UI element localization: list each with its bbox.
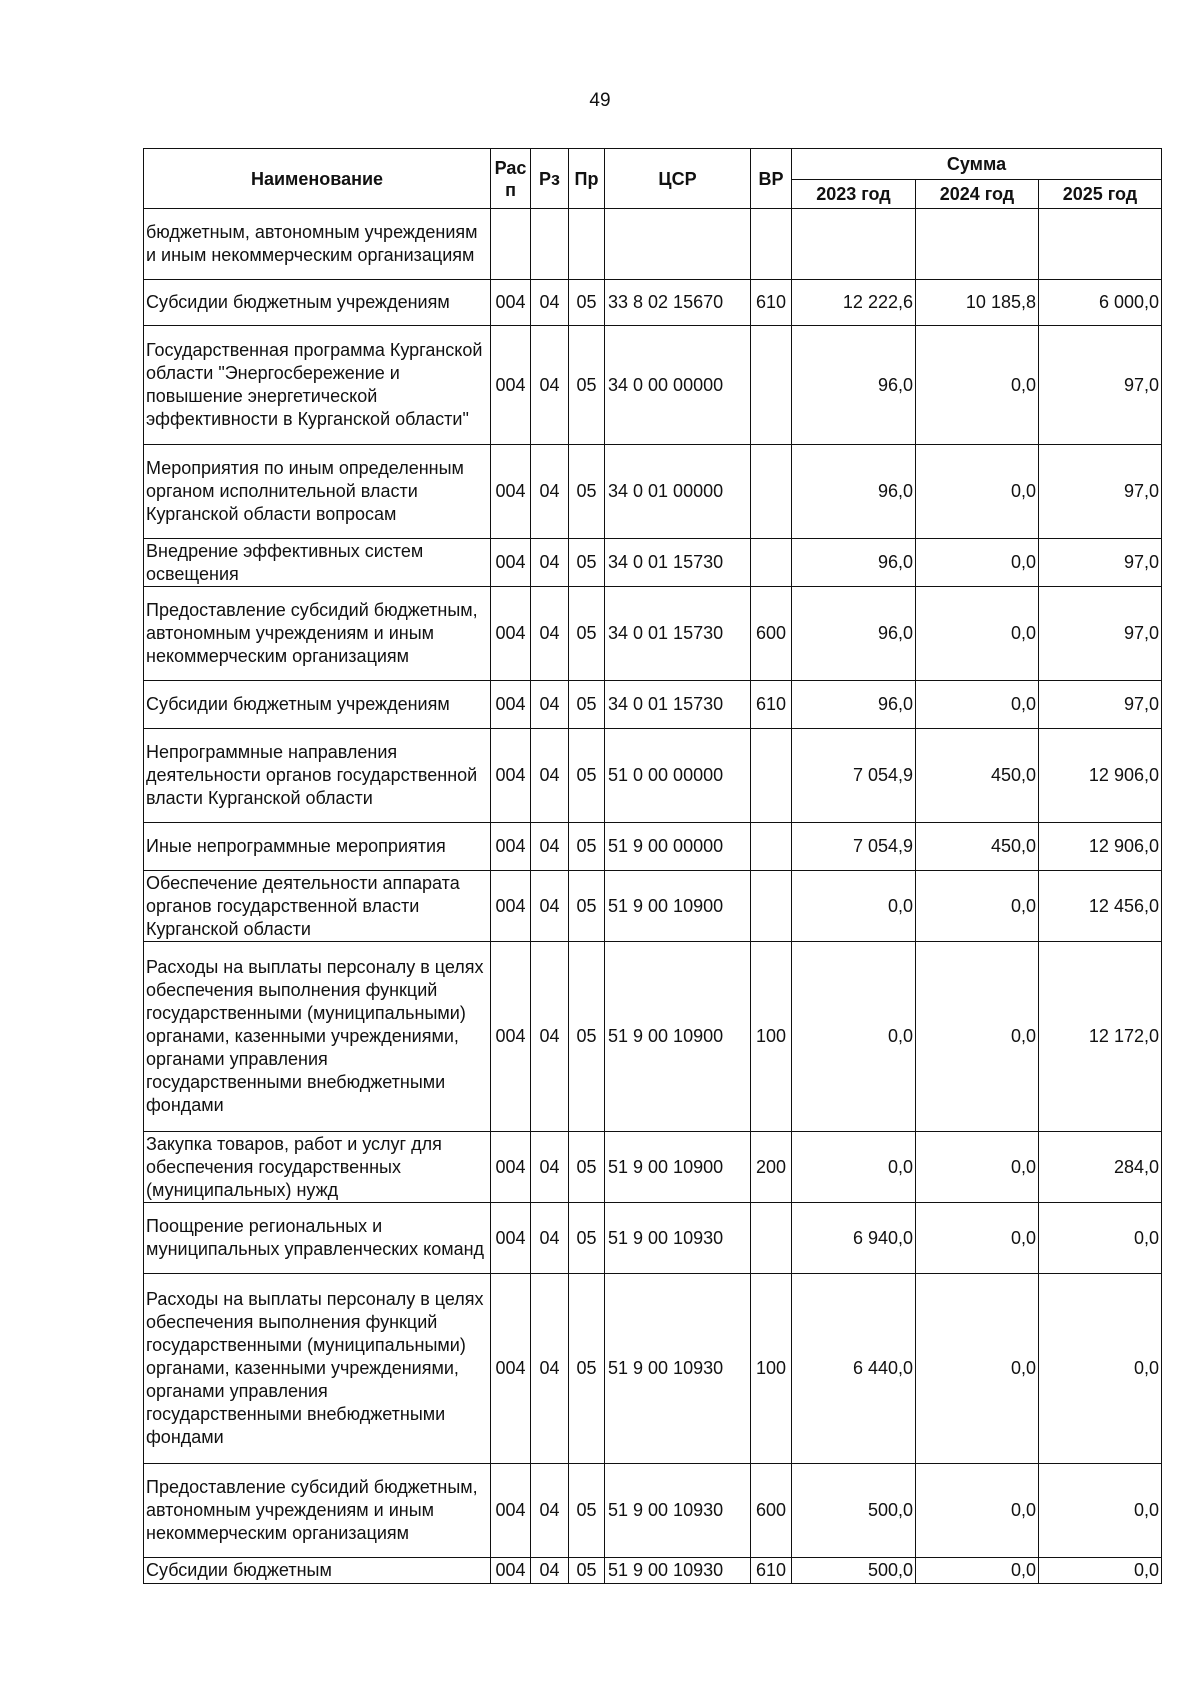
csr-cell: 51 9 00 10930 bbox=[605, 1203, 751, 1274]
amount-2025-cell: 97,0 bbox=[1039, 445, 1162, 539]
table-row bbox=[144, 1203, 1162, 1274]
rz-cell: 04 bbox=[531, 1464, 569, 1558]
header-name: Наименование bbox=[144, 149, 491, 209]
pr-cell: 05 bbox=[569, 729, 605, 823]
rasp-cell: 004 bbox=[491, 326, 531, 445]
amount-2025-cell: 0,0 bbox=[1039, 1203, 1162, 1274]
rz-cell: 04 bbox=[531, 1274, 569, 1464]
amount-2024-cell: 0,0 bbox=[916, 1132, 1039, 1203]
csr-cell bbox=[605, 209, 751, 280]
rasp-cell: 004 bbox=[491, 1464, 531, 1558]
table-row bbox=[144, 942, 1162, 1132]
vr-cell bbox=[751, 209, 792, 280]
amount-2024-cell: 0,0 bbox=[916, 587, 1039, 681]
rz-cell: 04 bbox=[531, 587, 569, 681]
rasp-cell: 004 bbox=[491, 871, 531, 942]
amount-2024-cell: 0,0 bbox=[916, 1558, 1039, 1584]
rasp-cell: 004 bbox=[491, 942, 531, 1132]
header-vr: ВР bbox=[751, 149, 792, 209]
csr-cell: 51 0 00 00000 bbox=[605, 729, 751, 823]
table-row bbox=[144, 209, 1162, 280]
table-row bbox=[144, 280, 1162, 326]
vr-cell bbox=[751, 871, 792, 942]
table-row bbox=[144, 539, 1162, 587]
vr-cell: 610 bbox=[751, 681, 792, 729]
amount-2025-cell: 12 456,0 bbox=[1039, 871, 1162, 942]
rz-cell bbox=[531, 209, 569, 280]
rz-cell: 04 bbox=[531, 326, 569, 445]
csr-cell: 51 9 00 00000 bbox=[605, 823, 751, 871]
amount-2025-cell: 97,0 bbox=[1039, 326, 1162, 445]
amount-2025-cell: 12 172,0 bbox=[1039, 942, 1162, 1132]
table-row bbox=[144, 681, 1162, 729]
pr-cell: 05 bbox=[569, 587, 605, 681]
amount-2025-cell: 97,0 bbox=[1039, 681, 1162, 729]
vr-cell bbox=[751, 729, 792, 823]
amount-2024-cell: 450,0 bbox=[916, 823, 1039, 871]
budget-table bbox=[143, 148, 1162, 1584]
rz-cell: 04 bbox=[531, 539, 569, 587]
amount-2024-cell: 0,0 bbox=[916, 942, 1039, 1132]
rasp-cell: 004 bbox=[491, 1558, 531, 1584]
amount-2023-cell: 500,0 bbox=[792, 1464, 916, 1558]
amount-2023-cell: 96,0 bbox=[792, 445, 916, 539]
vr-cell: 100 bbox=[751, 942, 792, 1132]
amount-2025-cell: 0,0 bbox=[1039, 1274, 1162, 1464]
csr-cell: 34 0 01 15730 bbox=[605, 539, 751, 587]
table-row bbox=[144, 1132, 1162, 1203]
amount-2025-cell bbox=[1039, 209, 1162, 280]
amount-2023-cell: 96,0 bbox=[792, 587, 916, 681]
amount-2023-cell: 0,0 bbox=[792, 871, 916, 942]
header-csr: ЦСР bbox=[605, 149, 751, 209]
table-row bbox=[144, 1464, 1162, 1558]
name-cell: Субсидии бюджетным bbox=[144, 1558, 491, 1584]
table-row bbox=[144, 871, 1162, 942]
amount-2025-cell: 97,0 bbox=[1039, 587, 1162, 681]
name-cell: Расходы на выплаты персоналу в целях обеспечения выполнения функций государственными (муниципальными) органами, казенными учреждениями, органами управления государственными внебюджетными фондами bbox=[144, 1274, 491, 1464]
name-cell: Государственная программа Курганской области "Энергосбережение и повышение энергетической эффективности в Курганской области" bbox=[144, 326, 491, 445]
name-cell: Внедрение эффективных систем освещения bbox=[144, 539, 491, 587]
table-row bbox=[144, 729, 1162, 823]
vr-cell bbox=[751, 539, 792, 587]
vr-cell: 610 bbox=[751, 280, 792, 326]
rz-cell: 04 bbox=[531, 280, 569, 326]
amount-2023-cell: 7 054,9 bbox=[792, 729, 916, 823]
rz-cell: 04 bbox=[531, 1203, 569, 1274]
vr-cell bbox=[751, 445, 792, 539]
pr-cell: 05 bbox=[569, 1132, 605, 1203]
vr-cell: 600 bbox=[751, 1464, 792, 1558]
amount-2023-cell: 96,0 bbox=[792, 681, 916, 729]
rz-cell: 04 bbox=[531, 942, 569, 1132]
amount-2023-cell: 7 054,9 bbox=[792, 823, 916, 871]
rasp-cell: 004 bbox=[491, 1274, 531, 1464]
csr-cell: 51 9 00 10900 bbox=[605, 871, 751, 942]
header-2024: 2024 год bbox=[916, 180, 1039, 209]
csr-cell: 51 9 00 10930 bbox=[605, 1558, 751, 1584]
rz-cell: 04 bbox=[531, 823, 569, 871]
amount-2024-cell: 0,0 bbox=[916, 1274, 1039, 1464]
vr-cell: 200 bbox=[751, 1132, 792, 1203]
pr-cell: 05 bbox=[569, 871, 605, 942]
vr-cell: 100 bbox=[751, 1274, 792, 1464]
rasp-cell: 004 bbox=[491, 539, 531, 587]
rasp-cell: 004 bbox=[491, 1132, 531, 1203]
header-pr: Пр bbox=[569, 149, 605, 209]
vr-cell: 600 bbox=[751, 587, 792, 681]
rz-cell: 04 bbox=[531, 445, 569, 539]
csr-cell: 34 0 00 00000 bbox=[605, 326, 751, 445]
rasp-cell: 004 bbox=[491, 729, 531, 823]
rasp-cell bbox=[491, 209, 531, 280]
table-row bbox=[144, 587, 1162, 681]
amount-2023-cell: 0,0 bbox=[792, 1132, 916, 1203]
csr-cell: 34 0 01 15730 bbox=[605, 587, 751, 681]
header-rz: Рз bbox=[531, 149, 569, 209]
amount-2025-cell: 12 906,0 bbox=[1039, 823, 1162, 871]
csr-cell: 51 9 00 10930 bbox=[605, 1464, 751, 1558]
table-row bbox=[144, 1558, 1162, 1584]
name-cell: Обеспечение деятельности аппарата органов государственной власти Курганской области bbox=[144, 871, 491, 942]
name-cell: Субсидии бюджетным учреждениям bbox=[144, 280, 491, 326]
amount-2023-cell: 6 940,0 bbox=[792, 1203, 916, 1274]
rasp-cell: 004 bbox=[491, 1203, 531, 1274]
amount-2023-cell: 6 440,0 bbox=[792, 1274, 916, 1464]
amount-2024-cell: 0,0 bbox=[916, 871, 1039, 942]
pr-cell: 05 bbox=[569, 942, 605, 1132]
name-cell: Мероприятия по иным определенным органом исполнительной власти Курганской области вопросам bbox=[144, 445, 491, 539]
amount-2024-cell: 0,0 bbox=[916, 326, 1039, 445]
rasp-cell: 004 bbox=[491, 587, 531, 681]
pr-cell: 05 bbox=[569, 1464, 605, 1558]
rasp-cell: 004 bbox=[491, 823, 531, 871]
pr-cell: 05 bbox=[569, 1274, 605, 1464]
amount-2023-cell: 96,0 bbox=[792, 539, 916, 587]
table-header-row bbox=[144, 149, 1162, 180]
amount-2024-cell: 0,0 bbox=[916, 1203, 1039, 1274]
pr-cell: 05 bbox=[569, 326, 605, 445]
amount-2025-cell: 97,0 bbox=[1039, 539, 1162, 587]
amount-2024-cell: 450,0 bbox=[916, 729, 1039, 823]
csr-cell: 33 8 02 15670 bbox=[605, 280, 751, 326]
header-2025: 2025 год bbox=[1039, 180, 1162, 209]
amount-2023-cell: 500,0 bbox=[792, 1558, 916, 1584]
amount-2024-cell: 0,0 bbox=[916, 1464, 1039, 1558]
table-row bbox=[144, 326, 1162, 445]
csr-cell: 51 9 00 10930 bbox=[605, 1274, 751, 1464]
name-cell: Субсидии бюджетным учреждениям bbox=[144, 681, 491, 729]
rz-cell: 04 bbox=[531, 681, 569, 729]
amount-2025-cell: 12 906,0 bbox=[1039, 729, 1162, 823]
pr-cell: 05 bbox=[569, 280, 605, 326]
vr-cell: 610 bbox=[751, 1558, 792, 1584]
name-cell: Предоставление субсидий бюджетным, автономным учреждениям и иным некоммерческим организациям bbox=[144, 1464, 491, 1558]
vr-cell bbox=[751, 823, 792, 871]
pr-cell: 05 bbox=[569, 823, 605, 871]
name-cell: Расходы на выплаты персоналу в целях обеспечения выполнения функций государственными (муниципальными) органами, казенными учреждениями, органами управления государственными внебюджетными фондами bbox=[144, 942, 491, 1132]
table-body bbox=[144, 209, 1162, 1584]
amount-2024-cell: 0,0 bbox=[916, 445, 1039, 539]
pr-cell: 05 bbox=[569, 681, 605, 729]
amount-2025-cell: 6 000,0 bbox=[1039, 280, 1162, 326]
rasp-cell: 004 bbox=[491, 681, 531, 729]
header-2023: 2023 год bbox=[792, 180, 916, 209]
amount-2023-cell bbox=[792, 209, 916, 280]
rz-cell: 04 bbox=[531, 871, 569, 942]
csr-cell: 34 0 01 00000 bbox=[605, 445, 751, 539]
amount-2023-cell: 0,0 bbox=[792, 942, 916, 1132]
rz-cell: 04 bbox=[531, 1132, 569, 1203]
name-cell: Предоставление субсидий бюджетным, автономным учреждениям и иным некоммерческим организациям bbox=[144, 587, 491, 681]
pr-cell: 05 bbox=[569, 539, 605, 587]
csr-cell: 51 9 00 10900 bbox=[605, 1132, 751, 1203]
rasp-cell: 004 bbox=[491, 445, 531, 539]
amount-2023-cell: 12 222,6 bbox=[792, 280, 916, 326]
amount-2025-cell: 0,0 bbox=[1039, 1464, 1162, 1558]
page-number: 49 bbox=[589, 90, 611, 111]
table-row bbox=[144, 823, 1162, 871]
vr-cell bbox=[751, 1203, 792, 1274]
table-row bbox=[144, 1274, 1162, 1464]
name-cell: бюджетным, автономным учреждениям и иным некоммерческим организациям bbox=[144, 209, 491, 280]
name-cell: Закупка товаров, работ и услуг для обеспечения государственных (муниципальных) нужд bbox=[144, 1132, 491, 1203]
vr-cell bbox=[751, 326, 792, 445]
amount-2025-cell: 284,0 bbox=[1039, 1132, 1162, 1203]
name-cell: Иные непрограммные мероприятия bbox=[144, 823, 491, 871]
pr-cell: 05 bbox=[569, 1203, 605, 1274]
pr-cell: 05 bbox=[569, 1558, 605, 1584]
amount-2024-cell: 0,0 bbox=[916, 539, 1039, 587]
csr-cell: 34 0 01 15730 bbox=[605, 681, 751, 729]
name-cell: Поощрение региональных и муниципальных управленческих команд bbox=[144, 1203, 491, 1274]
rz-cell: 04 bbox=[531, 729, 569, 823]
pr-cell bbox=[569, 209, 605, 280]
rasp-cell: 004 bbox=[491, 280, 531, 326]
rz-cell: 04 bbox=[531, 1558, 569, 1584]
csr-cell: 51 9 00 10900 bbox=[605, 942, 751, 1132]
pr-cell: 05 bbox=[569, 445, 605, 539]
header-summa: Сумма bbox=[792, 149, 1162, 180]
name-cell: Непрограммные направления деятельности органов государственной власти Курганской области bbox=[144, 729, 491, 823]
amount-2024-cell bbox=[916, 209, 1039, 280]
amount-2024-cell: 0,0 bbox=[916, 681, 1039, 729]
amount-2024-cell: 10 185,8 bbox=[916, 280, 1039, 326]
header-rasp: Рас п bbox=[491, 149, 531, 209]
table-row bbox=[144, 445, 1162, 539]
amount-2025-cell: 0,0 bbox=[1039, 1558, 1162, 1584]
amount-2023-cell: 96,0 bbox=[792, 326, 916, 445]
